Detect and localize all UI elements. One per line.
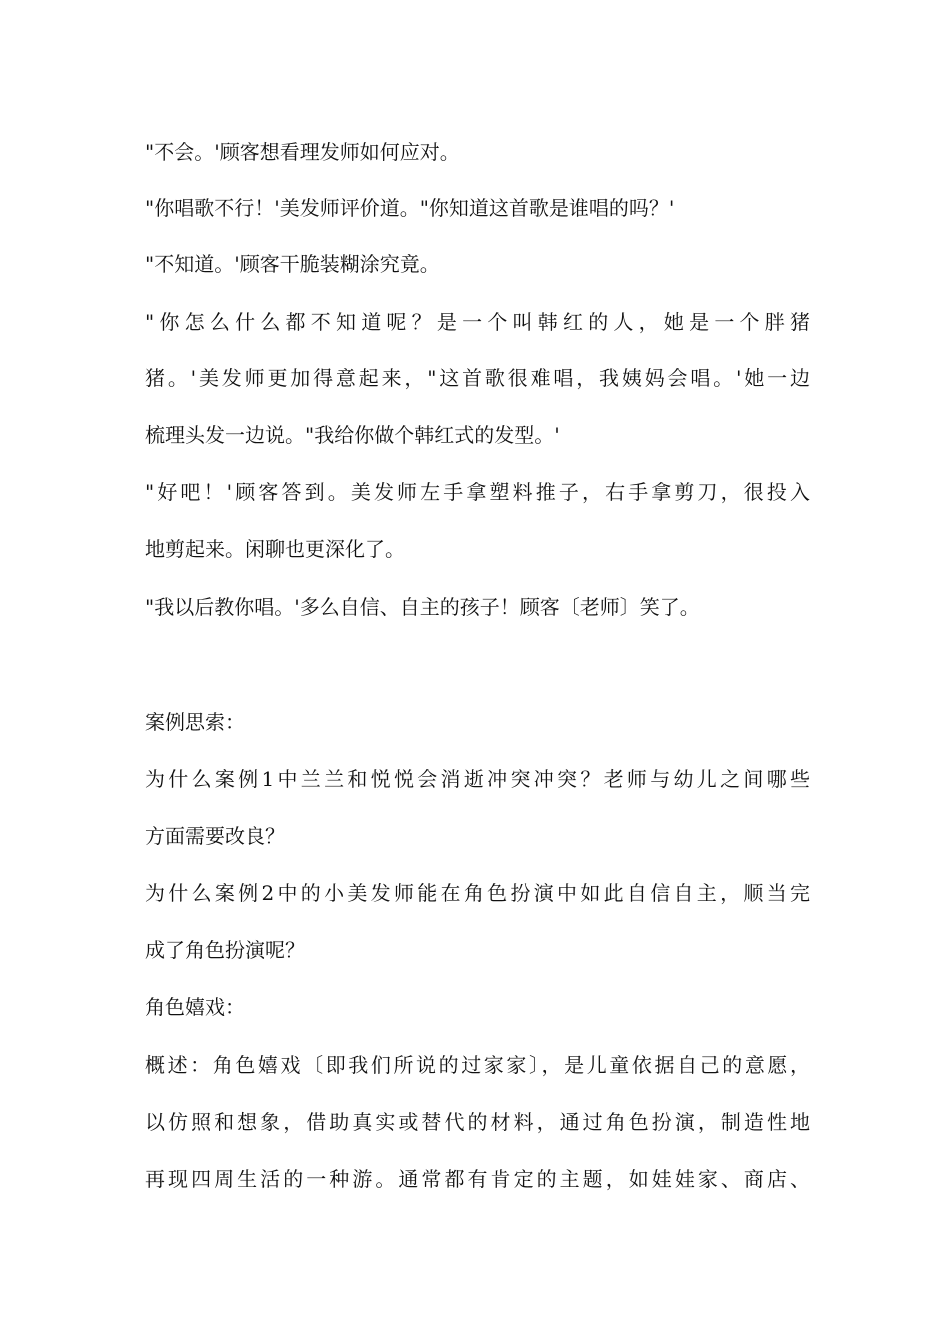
overview-line: 以仿照和想象，借助真实或替代的材料，通过角色扮演，制造性地 [145, 1110, 810, 1134]
dialogue-line: "你唱歌不行！'美发师评价道。"你知道这首歌是谁唱的吗？' [145, 196, 675, 220]
dialogue-line: "不知道。'顾客干脆装糊涂究竟。 [145, 252, 440, 276]
question-line: 方面需要改良？ [145, 824, 285, 848]
overview-line: 概述：角色嬉戏〔即我们所说的过家家〕，是儿童依据自己的意愿， [145, 1053, 810, 1077]
dialogue-line: 猪。'美发师更加得意起来，"这首歌很难唱，我姨妈会唱。'她一边 [145, 366, 810, 390]
dialogue-line: "我以后教你唱。'多么自信、自主的孩子！顾客〔老师〕笑了。 [145, 595, 700, 619]
question-line: 为什么案例2中的小美发师能在角色扮演中如此自信自主，顺当完 [145, 881, 810, 905]
dialogue-line: 地剪起来。闲聊也更深化了。 [145, 537, 405, 561]
section-heading-role-play: 角色嬉戏： [145, 995, 245, 1019]
dialogue-line: 梳理头发一边说。"我给你做个韩红式的发型。' [145, 423, 560, 447]
question-line: 成了角色扮演呢？ [145, 938, 305, 962]
question-line: 为什么案例1中兰兰和悦悦会消逝冲突冲突？老师与幼儿之间哪些 [145, 767, 810, 791]
overview-line: 再现四周生活的一种游。通常都有肯定的主题，如娃娃家、商店、 [145, 1167, 810, 1191]
dialogue-line: "你怎么什么都不知道呢？是一个叫韩红的人，她是一个胖猪 [145, 310, 810, 334]
section-heading-case-reflection: 案例思索： [145, 710, 245, 734]
dialogue-line: "好吧！'顾客答到。美发师左手拿塑料推子，右手拿剪刀，很投入 [145, 480, 810, 504]
dialogue-line: "不会。'顾客想看理发师如何应对。 [145, 140, 460, 164]
